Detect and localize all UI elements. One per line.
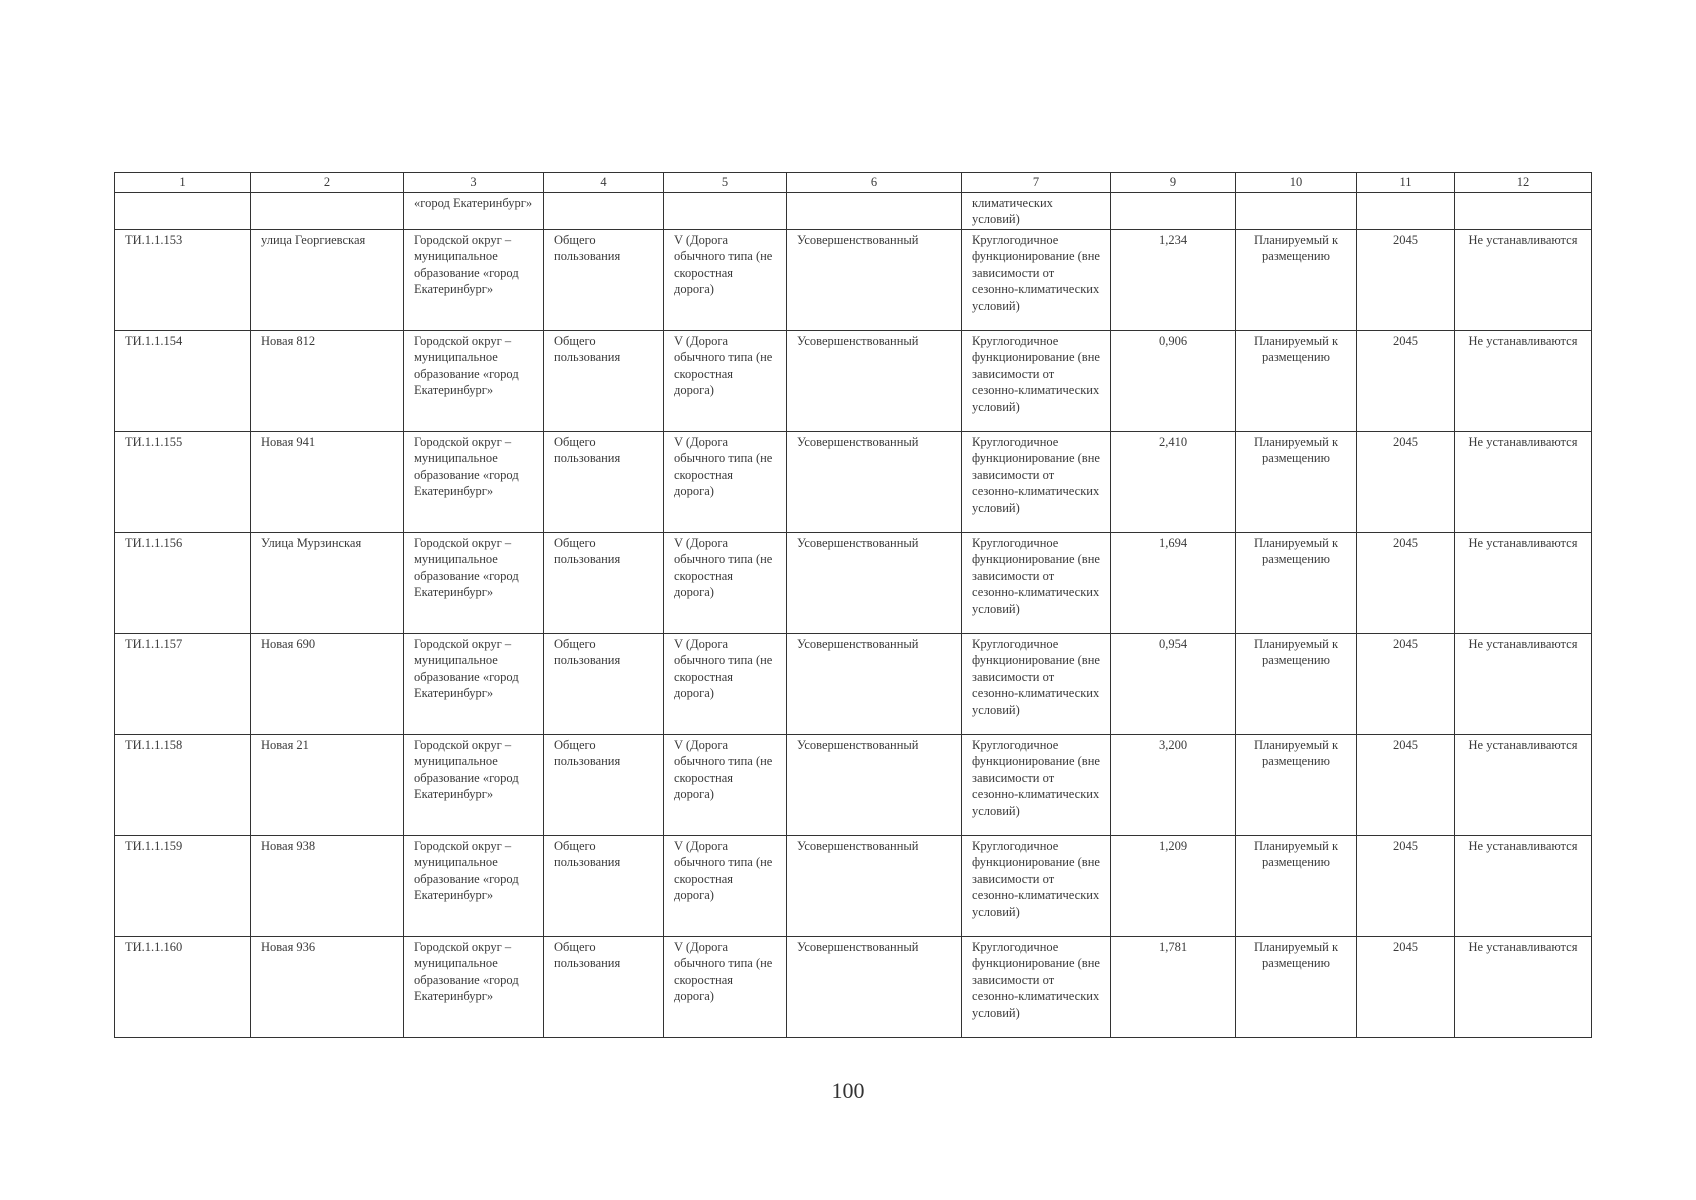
table-cell-municipality: Городской округ – муниципальное образование «город Екатеринбург» bbox=[404, 634, 544, 735]
table-cell-usage: Общего пользования bbox=[544, 230, 664, 331]
table-cell-length: 0,906 bbox=[1111, 331, 1236, 432]
table-cell-mode: Круглогодичное функционирование (вне зависимости от сезонно-климатических условий) bbox=[962, 533, 1111, 634]
table-cell-code: ТИ.1.1.159 bbox=[115, 836, 251, 937]
table-cell-surface: Усовершенствованный bbox=[787, 735, 962, 836]
table-cell-municipality: Городской округ – муниципальное образование «город Екатеринбург» bbox=[404, 735, 544, 836]
table-cell-zones: Не устанавливаются bbox=[1455, 735, 1592, 836]
table-cell-code: ТИ.1.1.156 bbox=[115, 533, 251, 634]
table-cell-usage: Общего пользования bbox=[544, 331, 664, 432]
table-cell-mode: Круглогодичное функционирование (вне зависимости от сезонно-климатических условий) bbox=[962, 735, 1111, 836]
table-cell-status: Планируемый к размещению bbox=[1236, 634, 1357, 735]
table-row bbox=[115, 230, 1592, 331]
table-cell-year: 2045 bbox=[1357, 432, 1455, 533]
table-cell bbox=[1236, 193, 1357, 230]
table-cell-usage: Общего пользования bbox=[544, 836, 664, 937]
table-cell-name: Новая 21 bbox=[251, 735, 404, 836]
table-row bbox=[115, 836, 1592, 937]
table-cell-mode: Круглогодичное функционирование (вне зависимости от сезонно-климатических условий) bbox=[962, 331, 1111, 432]
table-row bbox=[115, 735, 1592, 836]
column-header: 2 bbox=[251, 173, 404, 193]
table-cell-name: Новая 941 bbox=[251, 432, 404, 533]
column-header: 5 bbox=[664, 173, 787, 193]
table-cell-mode: Круглогодичное функционирование (вне зависимости от сезонно-климатических условий) bbox=[962, 937, 1111, 1038]
table-cell-code: ТИ.1.1.153 bbox=[115, 230, 251, 331]
table-row bbox=[115, 331, 1592, 432]
table-cell-surface: Усовершенствованный bbox=[787, 937, 962, 1038]
table-cell-length: 1,694 bbox=[1111, 533, 1236, 634]
table-cell-name: Новая 936 bbox=[251, 937, 404, 1038]
column-header: 12 bbox=[1455, 173, 1592, 193]
table-cell bbox=[1111, 193, 1236, 230]
continuation-row bbox=[115, 193, 1592, 230]
table-cell-status: Планируемый к размещению bbox=[1236, 432, 1357, 533]
table-cell-status: Планируемый к размещению bbox=[1236, 230, 1357, 331]
table-cell-zones: Не устанавливаются bbox=[1455, 533, 1592, 634]
table-cell-name: Новая 812 bbox=[251, 331, 404, 432]
table-cell-name: Новая 938 bbox=[251, 836, 404, 937]
page-number: 100 bbox=[831, 1078, 865, 1103]
table-cell-mode: Круглогодичное функционирование (вне зависимости от сезонно-климатических условий) bbox=[962, 634, 1111, 735]
table-cell-municipality: Городской округ – муниципальное образование «город Екатеринбург» bbox=[404, 432, 544, 533]
column-header: 7 bbox=[962, 173, 1111, 193]
road-registry-table bbox=[114, 172, 1592, 1038]
table-cell-length: 3,200 bbox=[1111, 735, 1236, 836]
table-cell-surface: Усовершенствованный bbox=[787, 836, 962, 937]
table-cell-status: Планируемый к размещению bbox=[1236, 836, 1357, 937]
table-row bbox=[115, 937, 1592, 1038]
table-cell-status: Планируемый к размещению bbox=[1236, 533, 1357, 634]
table-cell-municipality: Городской округ – муниципальное образование «город Екатеринбург» bbox=[404, 836, 544, 937]
table-row bbox=[115, 533, 1592, 634]
table-cell-code: ТИ.1.1.154 bbox=[115, 331, 251, 432]
table-cell-length: 0,954 bbox=[1111, 634, 1236, 735]
header-row bbox=[115, 173, 1592, 193]
table-cell-zones: Не устанавливаются bbox=[1455, 230, 1592, 331]
table-cell-zones: Не устанавливаются bbox=[1455, 836, 1592, 937]
table-cell-municipality: Городской округ – муниципальное образование «город Екатеринбург» bbox=[404, 533, 544, 634]
table-cell-surface: Усовершенствованный bbox=[787, 331, 962, 432]
table-cell bbox=[115, 193, 251, 230]
table-cell-zones: Не устанавливаются bbox=[1455, 634, 1592, 735]
column-header: 6 bbox=[787, 173, 962, 193]
column-header: 9 bbox=[1111, 173, 1236, 193]
table-cell bbox=[1455, 193, 1592, 230]
table-cell bbox=[251, 193, 404, 230]
table-cell-surface: Усовершенствованный bbox=[787, 230, 962, 331]
table-row bbox=[115, 432, 1592, 533]
table-cell-municipality: Городской округ – муниципальное образование «город Екатеринбург» bbox=[404, 937, 544, 1038]
table-cell-status: Планируемый к размещению bbox=[1236, 331, 1357, 432]
table-cell bbox=[787, 193, 962, 230]
column-header: 4 bbox=[544, 173, 664, 193]
table-cell-municipality-continued: «город Екатеринбург» bbox=[404, 193, 544, 230]
table-cell-mode: Круглогодичное функционирование (вне зависимости от сезонно-климатических условий) bbox=[962, 230, 1111, 331]
table-cell-category: V (Дорога обычного типа (не скоростная дорога) bbox=[664, 937, 787, 1038]
table-cell-length: 1,234 bbox=[1111, 230, 1236, 331]
table-cell-surface: Усовершенствованный bbox=[787, 533, 962, 634]
table-cell-category: V (Дорога обычного типа (не скоростная дорога) bbox=[664, 533, 787, 634]
table-cell-municipality: Городской округ – муниципальное образование «город Екатеринбург» bbox=[404, 331, 544, 432]
table-cell-category: V (Дорога обычного типа (не скоростная дорога) bbox=[664, 735, 787, 836]
table-cell-zones: Не устанавливаются bbox=[1455, 937, 1592, 1038]
table-cell-status: Планируемый к размещению bbox=[1236, 735, 1357, 836]
table-cell-mode: Круглогодичное функционирование (вне зависимости от сезонно-климатических условий) bbox=[962, 836, 1111, 937]
table-cell-usage: Общего пользования bbox=[544, 634, 664, 735]
table-cell-year: 2045 bbox=[1357, 230, 1455, 331]
table-cell-length: 2,410 bbox=[1111, 432, 1236, 533]
table-cell-zones: Не устанавливаются bbox=[1455, 432, 1592, 533]
table-cell bbox=[1357, 193, 1455, 230]
table-cell-length: 1,781 bbox=[1111, 937, 1236, 1038]
table-cell-category: V (Дорога обычного типа (не скоростная дорога) bbox=[664, 634, 787, 735]
table-cell-year: 2045 bbox=[1357, 836, 1455, 937]
table-cell-mode-continued: климатических условий) bbox=[962, 193, 1111, 230]
table-cell-usage: Общего пользования bbox=[544, 432, 664, 533]
table-cell bbox=[544, 193, 664, 230]
column-header: 1 bbox=[115, 173, 251, 193]
table-cell-name: улица Георгиевская bbox=[251, 230, 404, 331]
table-cell-category: V (Дорога обычного типа (не скоростная дорога) bbox=[664, 836, 787, 937]
table-cell-usage: Общего пользования bbox=[544, 533, 664, 634]
table-row bbox=[115, 634, 1592, 735]
column-header: 3 bbox=[404, 173, 544, 193]
table-cell-usage: Общего пользования bbox=[544, 735, 664, 836]
table-cell-length: 1,209 bbox=[1111, 836, 1236, 937]
table-cell bbox=[664, 193, 787, 230]
table-cell-surface: Усовершенствованный bbox=[787, 432, 962, 533]
table-cell-code: ТИ.1.1.157 bbox=[115, 634, 251, 735]
table-cell-year: 2045 bbox=[1357, 533, 1455, 634]
table-cell-status: Планируемый к размещению bbox=[1236, 937, 1357, 1038]
table-cell-surface: Усовершенствованный bbox=[787, 634, 962, 735]
table-cell-category: V (Дорога обычного типа (не скоростная дорога) bbox=[664, 331, 787, 432]
table-cell-category: V (Дорога обычного типа (не скоростная дорога) bbox=[664, 230, 787, 331]
table-cell-zones: Не устанавливаются bbox=[1455, 331, 1592, 432]
column-header: 11 bbox=[1357, 173, 1455, 193]
table-cell-municipality: Городской округ – муниципальное образование «город Екатеринбург» bbox=[404, 230, 544, 331]
table-cell-year: 2045 bbox=[1357, 331, 1455, 432]
table-cell-year: 2045 bbox=[1357, 735, 1455, 836]
table-cell-year: 2045 bbox=[1357, 634, 1455, 735]
table-cell-year: 2045 bbox=[1357, 937, 1455, 1038]
table-cell-code: ТИ.1.1.158 bbox=[115, 735, 251, 836]
table-cell-code: ТИ.1.1.160 bbox=[115, 937, 251, 1038]
table-cell-category: V (Дорога обычного типа (не скоростная дорога) bbox=[664, 432, 787, 533]
table-cell-mode: Круглогодичное функционирование (вне зависимости от сезонно-климатических условий) bbox=[962, 432, 1111, 533]
table-cell-usage: Общего пользования bbox=[544, 937, 664, 1038]
column-header: 10 bbox=[1236, 173, 1357, 193]
table-cell-name: Новая 690 bbox=[251, 634, 404, 735]
table-cell-code: ТИ.1.1.155 bbox=[115, 432, 251, 533]
table-cell-name: Улица Мурзинская bbox=[251, 533, 404, 634]
